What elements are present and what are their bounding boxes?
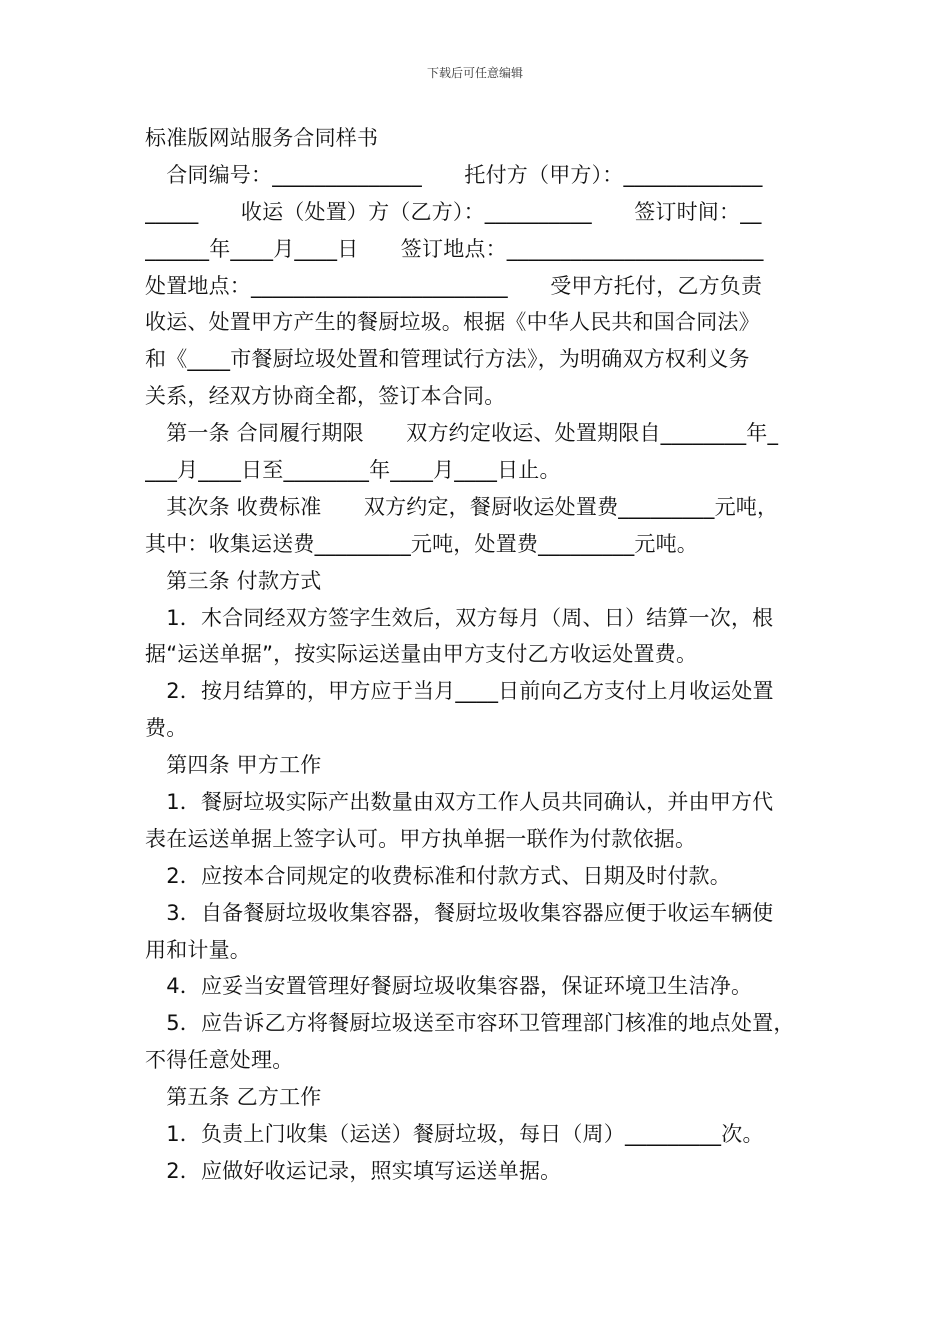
text-line: 不得任意处理。 [145, 1048, 294, 1073]
section-heading: 第四条 甲方工作 [145, 753, 322, 778]
text-line: 用和计量。 [145, 937, 251, 962]
text-line: _____ 收运（处置）方（乙方）：__________ 签订时间：__ [145, 199, 762, 224]
text-line: 2．应按本合同规定的收费标准和付款方式、日期及时付款。 [145, 863, 731, 888]
text-line: 2．按月结算的，甲方应于当月____日前向乙方支付上月收运处置 [145, 679, 774, 704]
document-title: 标准版网站服务合同样书 [145, 126, 379, 150]
text-line: 1．餐厨垃圾实际产出数量由双方工作人员共同确认，并由甲方代 [145, 790, 774, 815]
text-line: 和《____市餐厨垃圾处置和管理试行方法》，为明确双方权利义务 [145, 347, 750, 372]
text-line: 1．负责上门收集（运送）餐厨垃圾，每日（周）_________次。 [145, 1122, 764, 1147]
header-note: 下载后可任意编辑 [426, 66, 523, 80]
text-line: 4．应妥当安置管理好餐厨垃圾收集容器，保证环境卫生洁净。 [145, 974, 753, 999]
section-heading: 第三条 付款方式 [145, 568, 322, 593]
text-line: ___月____日至________年____月____日止。 [145, 458, 561, 483]
text-line: 据“运送单据”，按实际运送量由甲方支付乙方收运处置费。 [145, 642, 698, 667]
text-line: 关系，经双方协商全都，签订本合同。 [145, 384, 506, 409]
text-line: 1．木合同经双方签字生效后，双方每月（周、日）结算一次，根 [145, 605, 774, 630]
text-line: 费。 [145, 716, 188, 741]
section-heading: 第一条 合同履行期限 双方约定收运、处置期限自________年_ [145, 421, 779, 446]
section-heading: 第五条 乙方工作 [145, 1085, 322, 1110]
section-heading: 其次条 收费标准 双方约定，餐厨收运处置费_________元吨， [145, 494, 779, 519]
text-line: 合同编号：______________ 托付方（甲方）：_____________ [145, 162, 763, 187]
text-line: ______年____月____日 签订地点：________________________ [145, 236, 764, 261]
text-line: 2．应做好收运记录，照实填写运送单据。 [145, 1158, 562, 1183]
text-line: 3．自备餐厨垃圾收集容器，餐厨垃圾收集容器应便于收运车辆使 [145, 900, 774, 925]
document-body [145, 120, 810, 1190]
text-line: 表在运送单据上签字认可。甲方执单据一联作为付款依据。 [145, 826, 697, 851]
text-line: 其中：收集运送费_________元吨，处置费_________元吨。 [145, 531, 698, 556]
text-line: 5．应告诉乙方将餐厨垃圾送至市容环卫管理部门核准的地点处置， [145, 1011, 795, 1036]
text-line: 处置地点：________________________ 受甲方托付，乙方负责 [145, 273, 763, 298]
text-line: 收运、处置甲方产生的餐厨垃圾。根据《中华人民共和国合同法》 [145, 310, 760, 335]
